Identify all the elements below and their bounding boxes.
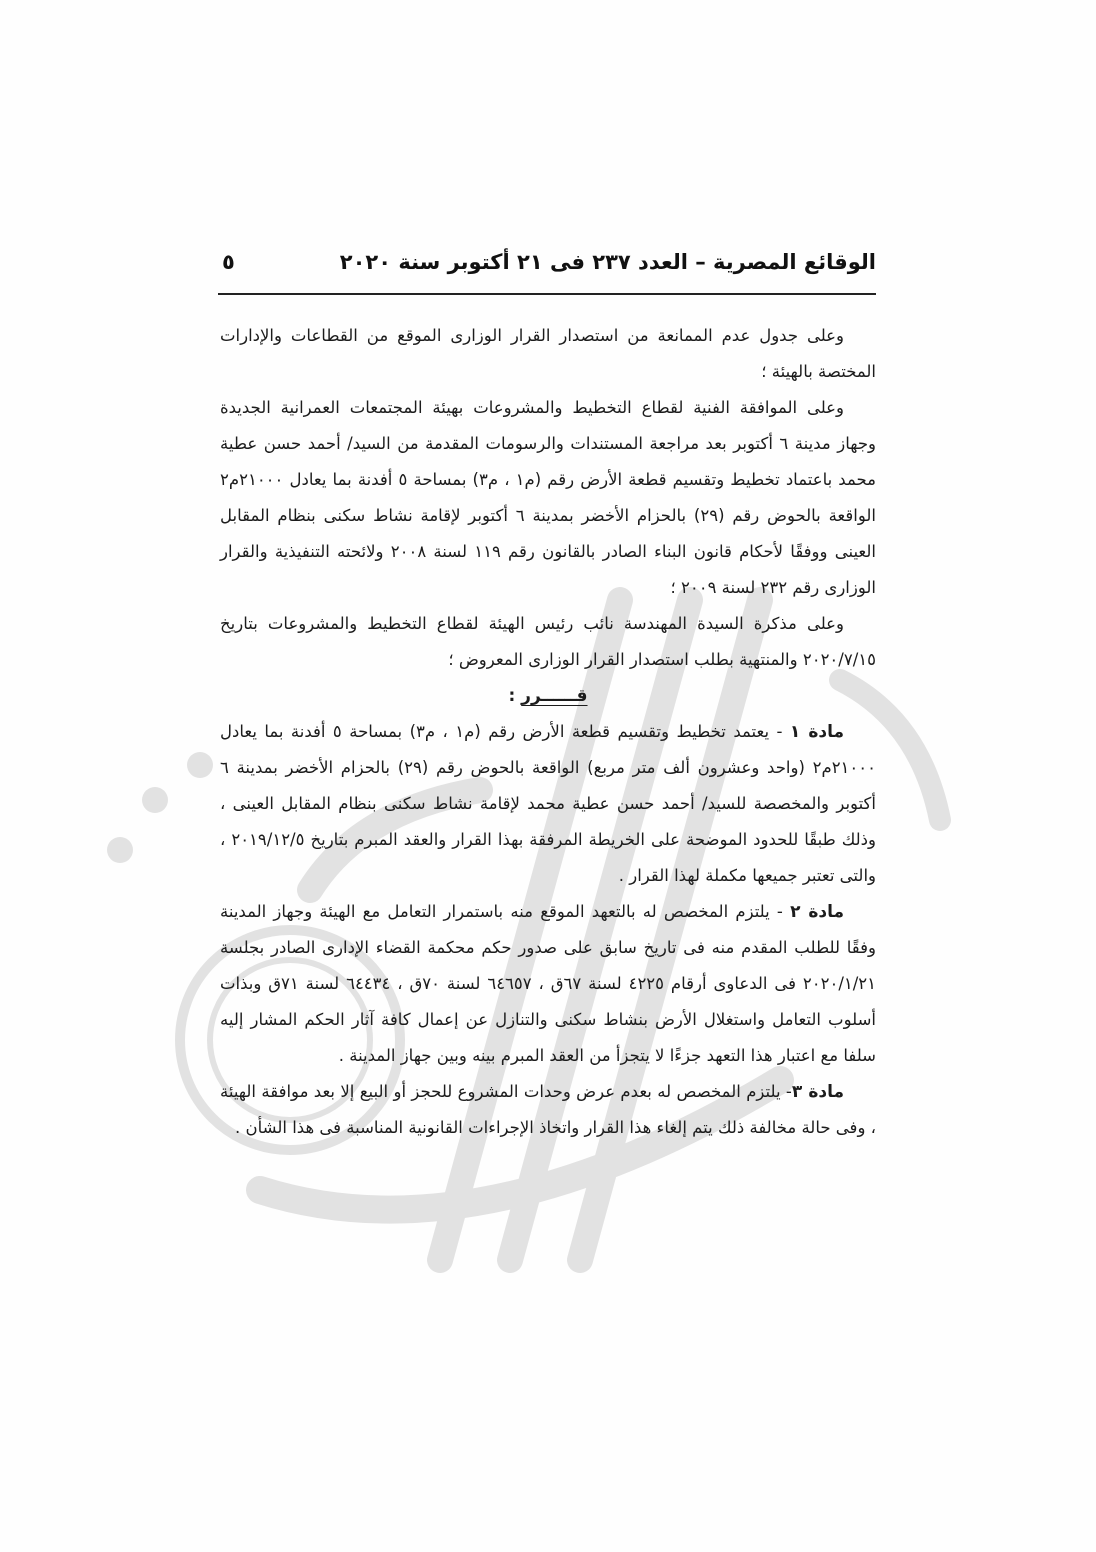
page-number: ٥ <box>222 250 235 274</box>
page-header <box>218 250 876 290</box>
decree-heading <box>220 678 876 714</box>
article-2 <box>220 894 876 1074</box>
article-1-label: مادة ١ <box>789 722 845 742</box>
decree-colon: : <box>508 686 522 706</box>
paragraph-whereas-2: وعلى الموافقة الفنية لقطاع التخطيط والمشروعات بهيئة المجتمعات العمرانية الجديدة وجهاز مدينة ٦ أكتوبر بعد مراجعة المستندات والرسومات المقدمة من السيد/ أحمد حسن عطية محمد باعتماد تخطيط وتقسيم قطعة الأرض رقم (م١ ، م٣) بمساحة ٥ أفدنة بما يعادل ٢١٠٠٠م٢ الواقعة بالحوض رقم (٢٩) بالحزام الأخضر بمدينة ٦ أكتوبر لإقامة نشاط سكنى بنظام المقابل العينى ووفقًا لأحكام قانون البناء الصادر بالقانون رقم ١١٩ لسنة ٢٠٠٨ ولائحته التنفيذية والقرار الوزارى رقم ٢٣٢ لسنة ٢٠٠٩ ؛ <box>220 398 877 597</box>
article-1 <box>220 714 876 894</box>
paragraph-whereas-1: وعلى جدول عدم الممانعة من استصدار القرار الوزارى الموقع من القطاعات والإدارات المختصة بالهيئة ؛ <box>220 326 876 381</box>
article-3-label: مادة ٣ <box>791 1082 844 1102</box>
article-1-text: - يعتمد تخطيط وتقسيم قطعة الأرض رقم (م١ ، م٣) بمساحة ٥ أفدنة بما يعادل ٢١٠٠٠م٢ (واحد وعشرون ألف متر مربع) الواقعة بالحوض رقم (٢٩) بالحزام الأخضر بمدينة ٦ أكتوبر والمخصصة للسيد/ أحمد حسن عطية محمد لإقامة نشاط سكنى بنظام المقابل العينى ، وذلك طبقًا للحدود الموضحة على الخريطة المرفقة بهذا القرار والعقد المبرم بتاريخ ٢٠١٩/١٢/٥ ، والتى تعتبر جميعها مكملة لهذا القرار . <box>220 722 876 885</box>
document-body <box>220 318 876 1146</box>
article-2-text: - يلتزم المخصص له بالتعهد الموقع منه باستمرار التعامل مع الهيئة وجهاز المدينة وفقًا للطلب المقدم منه فى تاريخ سابق على صدور حكم محكمة القضاء الإدارى الصادر بجلسة ٢٠٢٠/١/٢١ فى الدعاوى أرقام ٤٢٢٥ لسنة ٦٧ق ، ٦٤٦٥٧ لسنة ٧٠ق ، ٦٤٤٣٤ لسنة ٧١ق وبذات أسلوب التعامل واستغلال الأرض بنشاط سكنى والتنازل عن إعمال كافة آثار الحكم المشار إليه سلفا مع اعتبار هذا التعهد جزءًا لا يتجزأ من العقد المبرم بينه وبين جهاز المدينة . <box>220 902 877 1065</box>
article-2-label: مادة ٢ <box>790 902 845 922</box>
article-3 <box>220 1074 876 1146</box>
paragraph-whereas-3: وعلى مذكرة السيدة المهندسة نائب رئيس الهيئة لقطاع التخطيط والمشروعات بتاريخ ٢٠٢٠/٧/١٥ والمنتهية بطلب استصدار القرار الوزارى المعروض ؛ <box>220 614 876 669</box>
header-divider <box>218 293 876 295</box>
gazette-title: الوقائع المصرية – العدد ٢٣٧ فى ٢١ أكتوبر سنة ٢٠٢٠ <box>339 250 876 274</box>
decree-word: قــــــرر <box>521 686 588 706</box>
article-3-text: - يلتزم المخصص له بعدم عرض وحدات المشروع للحجز أو البيع إلا بعد موافقة الهيئة ، وفى حالة مخالفة ذلك يتم إلغاء هذا القرار واتخاذ الإجراءات القانونية المناسبة فى هذا الشأن . <box>220 1082 876 1137</box>
